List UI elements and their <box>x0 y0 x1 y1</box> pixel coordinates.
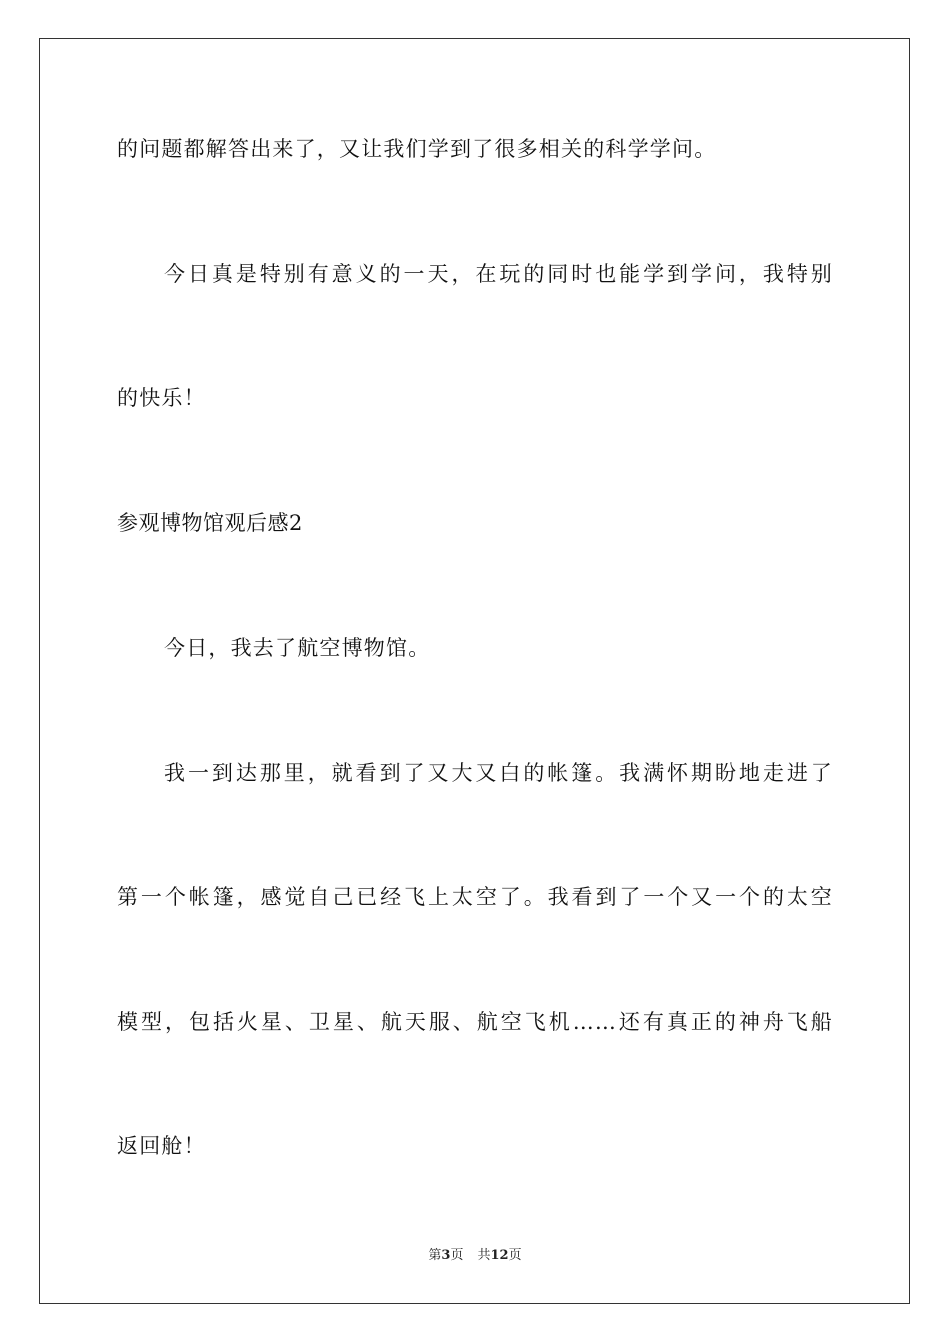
body-line-9: 返回舱！ <box>117 1134 206 1158</box>
body-line-1: 的问题都解答出来了，又让我们学到了很多相关的科学学问。 <box>117 137 717 161</box>
total-suffix: 页 <box>508 1248 522 1263</box>
body-line-8: 模型，包括火星、卫星、航天服、航空飞机……还有真正的神舟飞船 <box>117 1010 833 1034</box>
page-suffix: 页 <box>450 1248 464 1263</box>
body-line-2: 今日真是特别有意义的一天，在玩的同时也能学到学问，我特别 <box>164 262 833 286</box>
page-prefix: 第 <box>428 1248 442 1263</box>
page-border <box>39 38 910 1304</box>
body-line-3: 的快乐！ <box>117 386 206 410</box>
body-line-6: 我一到达那里，就看到了又大又白的帐篷。我满怀期盼地走进了 <box>164 761 833 785</box>
body-line-5: 今日，我去了航空博物馆。 <box>164 636 431 660</box>
total-prefix: 共 <box>477 1248 491 1263</box>
page-footer <box>0 1248 950 1264</box>
section-heading: 参观博物馆观后感2 <box>117 511 303 535</box>
body-line-7: 第一个帐篷，感觉自己已经飞上太空了。我看到了一个又一个的太空 <box>117 885 833 909</box>
total-pages: 12 <box>490 1248 509 1263</box>
page-number: 3 <box>441 1248 451 1263</box>
